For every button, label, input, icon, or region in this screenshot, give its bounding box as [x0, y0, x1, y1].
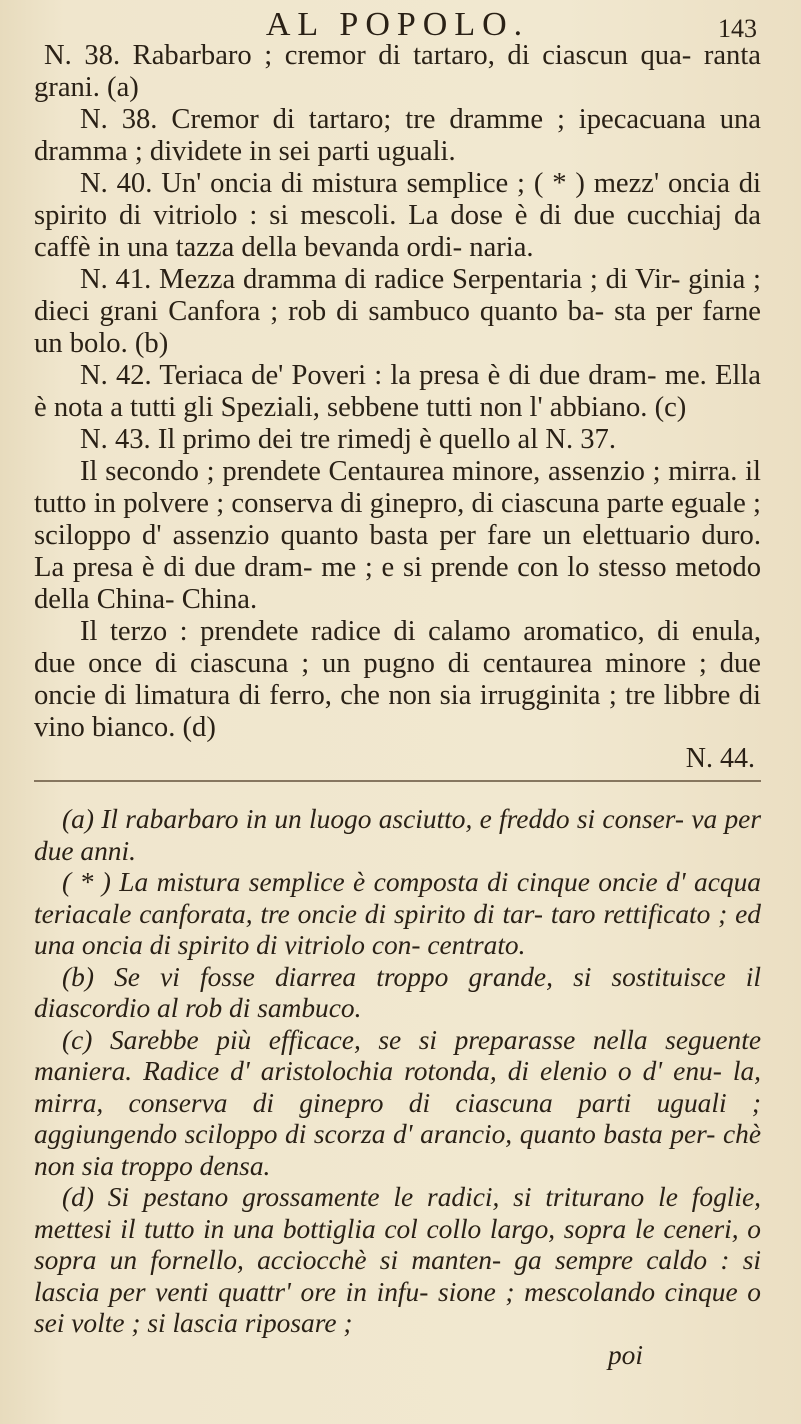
main-text	[34, 40, 761, 774]
entry-43-third-remedy: Il terzo : prendete radice di calamo aromatico, di enula, due once di ciascuna ; un pugno di centaurea minore ; due oncie di limatura di ferro, che non sia irrugginita ; tre libbre di vino bianco. (d)	[34, 616, 761, 743]
footnote-divider	[34, 780, 761, 782]
footnote-d: (d) Si pestano grossamente le radici, si triturano le foglie, mettesi il tutto in una bottiglia col collo largo, sopra le ceneri, o sopra un fornello, acciocchè si manten- ga sempre caldo : si lascia per venti quattr' ore in infu- sione ; mescolando cinque o sei volte ; si lascia riposare ;	[34, 1182, 761, 1338]
entry-38-rabarbaro: N. 38. Rabarbaro ; cremor di tartaro, di ciascun qua- ranta grani. (a)	[34, 40, 761, 103]
catchword: N. 44.	[685, 743, 755, 774]
entry-40: N. 40. Un' oncia di mistura semplice ; ( * ) mezz' oncia di spirito di vitriolo : si mescoli. La dose è di due cucchiaj da caffè in una tazza della bevanda ordi- naria.	[34, 168, 761, 263]
notes-catchword: poi	[607, 1339, 643, 1370]
entry-38-cremor: N. 38. Cremor di tartaro; tre dramme ; ipecacuana una dramma ; dividete in sei parti uguali.	[34, 104, 761, 167]
page-header	[34, 6, 761, 43]
entry-43: N. 43. Il primo dei tre rimedj è quello al N. 37.	[80, 424, 617, 455]
footnote-a: (a) Il rabarbaro in un luogo asciutto, e freddo si conser- va per due anni.	[34, 804, 761, 866]
footnote-b: (b) Se vi fosse diarrea troppo grande, si sostituisce il diascordio al rob di sambuco.	[34, 961, 761, 1023]
footnotes	[34, 804, 761, 1371]
entry-42: N. 42. Teriaca de' Poveri : la presa è di due dram- me. Ella è nota a tutti gli Speziali, sebbene tutti non l' abbiano. (c)	[34, 360, 761, 423]
page-number: 143	[718, 14, 757, 43]
running-title: AL POPOLO.	[265, 6, 530, 43]
footnote-c: (c) Sarebbe più efficace, se si preparasse nella seguente maniera. Radice d' aristolochia rotonda, di elenio o d' enu- la, mirra, conserva di ginepro di ciascuna parti uguali ; aggiungendo sciloppo di scorza d' arancio, quanto basta per- chè non sia troppo densa.	[34, 1024, 761, 1181]
entry-41: N. 41. Mezza dramma di radice Serpentaria ; di Vir- ginia ; dieci grani Canfora ; rob di sambuco quanto ba- sta per farne un bolo. (b)	[34, 264, 761, 359]
footnote-asterisk: ( * ) La mistura semplice è composta di cinque oncie d' acqua teriacale canforata, tre oncie di spirito di tar- taro rettificato ; ed una oncia di spirito di vitriolo con- centrato.	[34, 867, 761, 960]
entry-43-second-remedy: Il secondo ; prendete Centaurea minore, assenzio ; mirra. il tutto in polvere ; conserva di ginepro, di ciascuna parte eguale ; sciloppo d' assenzio quanto basta per fare un elettuario duro. La presa è di due dram- me ; e si prende con lo stesso metodo della China- China.	[34, 456, 761, 615]
